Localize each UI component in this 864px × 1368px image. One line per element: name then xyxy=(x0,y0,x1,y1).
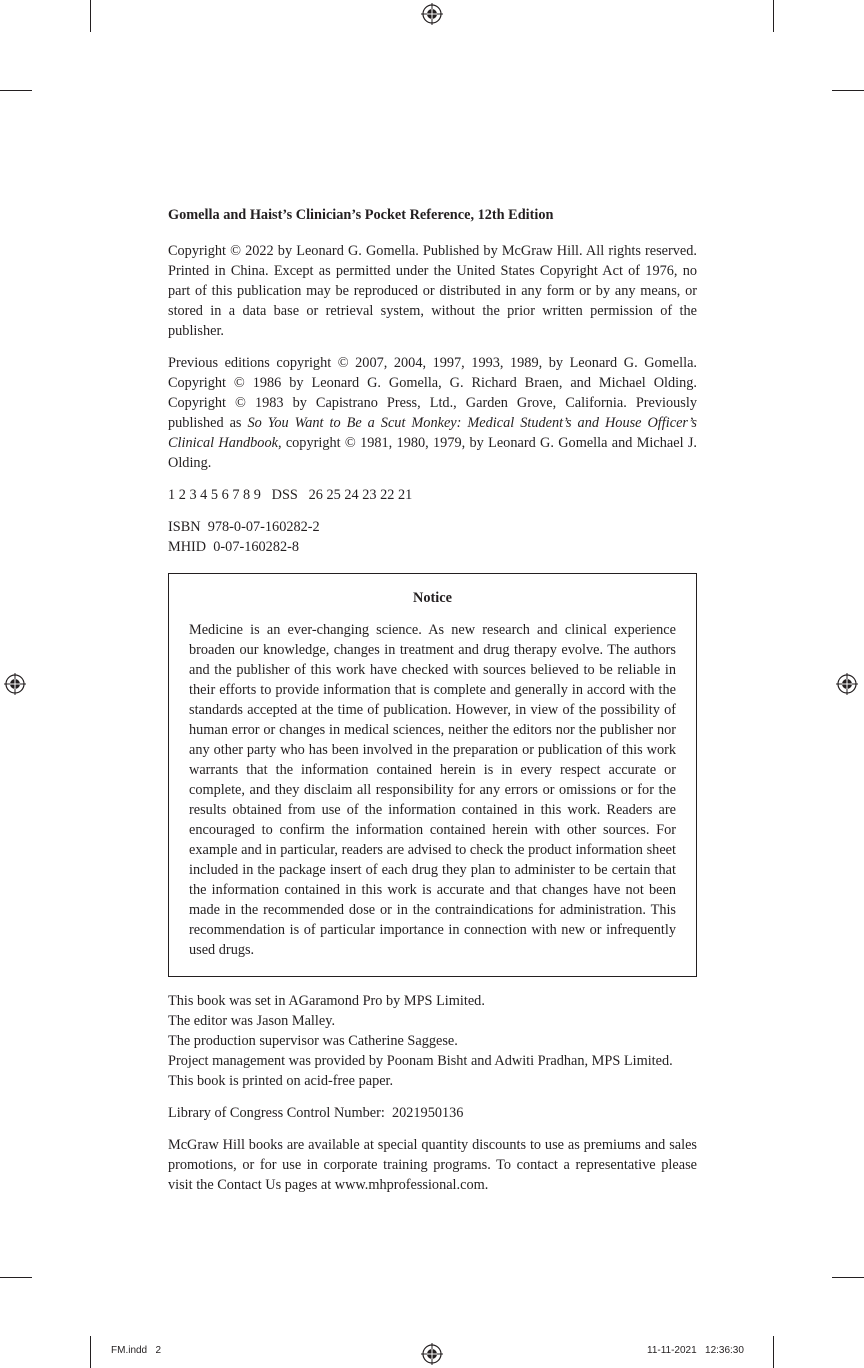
credit-line: The production supervisor was Catherine Saggese. xyxy=(168,1033,458,1049)
crop-mark-bottom-left xyxy=(90,1336,91,1368)
slug-timestamp: 11-11-2021 12:36:30 xyxy=(647,1345,744,1356)
crop-mark-top-left xyxy=(90,0,91,32)
identifiers xyxy=(168,517,697,557)
isbn: ISBN 978-0-07-160282-2 xyxy=(168,519,320,535)
registration-mark-icon xyxy=(421,3,443,25)
notice-body: Medicine is an ever-changing science. As new research and clinical experience broaden our knowledge, changes in treatment and drug therapy evolve. The authors and the publisher of this work have checked with sources believed to be reliable in their efforts to provide information that is complete and generally in accord with the standards accepted at the time of publication. However, in view of the possibility of human error or changes in medical sciences, neither the editors nor the publisher nor any other party who has been involved in the preparation or publication of this work warrants that the information contained herein is in every respect accurate or complete, and they disclaim all responsibility for any errors or omissions or for the results obtained from use of the information contained in this work. Readers are encouraged to confirm the information contained herein with other sources. For example and in particular, readers are advised to check the product information sheet included in the package insert of each drug they plan to administer to be certain that the information contained in this work is accurate and that changes have not been made in the recommended dose or in the contraindications for administration. This recommendation is of particular importance in connection with new or infrequently used drugs. xyxy=(189,622,676,958)
crop-mark-right-bottom xyxy=(832,1277,864,1278)
registration-mark-icon xyxy=(4,673,26,695)
notice-heading: Notice xyxy=(413,590,452,606)
slug-filename: FM.indd 2 xyxy=(111,1345,162,1356)
production-credits xyxy=(168,991,697,1091)
credit-line: Project management was provided by Poonam Bisht and Adwiti Pradhan, MPS Limited. xyxy=(168,1053,673,1069)
credit-line: This book was set in AGaramond Pro by MPS Limited. xyxy=(168,993,485,1009)
lccn: Library of Congress Control Number: 2021950136 xyxy=(168,1105,464,1121)
printing-line: 1 2 3 4 5 6 7 8 9 DSS 26 25 24 23 22 21 xyxy=(168,487,413,503)
previous-editions-paragraph xyxy=(168,353,697,473)
crop-mark-top-right xyxy=(773,0,774,32)
previous-title: So You Want to Be a Scut Monkey: Medical Student’s and House Officer’s Clinical Handbook xyxy=(168,415,697,451)
crop-mark-right-top xyxy=(832,90,864,91)
registration-mark-icon xyxy=(836,673,858,695)
credit-line: The editor was Jason Malley. xyxy=(168,1013,336,1029)
mhid: MHID 0-07-160282-8 xyxy=(168,539,300,555)
crop-mark-bottom-right xyxy=(773,1336,774,1368)
book-title: Gomella and Haist’s Clinician’s Pocket Reference, 12th Edition xyxy=(168,207,554,223)
registration-mark-icon xyxy=(421,1343,443,1365)
notice-box xyxy=(168,573,697,977)
previous-editions-text-end: , copyright © 1981, 1980, 1979, by Leonard G. Gomella and Michael J. Olding. xyxy=(168,435,697,471)
sales-paragraph: McGraw Hill books are available at special quantity discounts to use as premiums and sales promotions, or for use in corporate training programs. To contact a representative please visit the Contact Us pages at www.mhprofessional.com. xyxy=(168,1137,697,1193)
previous-editions-text: Previous editions copyright © 2007, 2004, 1997, 1993, 1989, by Leonard G. Gomella. Copyright © 1986 by Leonard G. Gomella, G. Richard Braen, and Michael Olding. Copyright © 1983 by Capistrano Press, Ltd., Garden Grove, California. Previously published as xyxy=(168,355,697,431)
credit-line: This book is printed on acid-free paper. xyxy=(168,1073,394,1089)
crop-mark-left-top xyxy=(0,90,32,91)
crop-mark-left-bottom xyxy=(0,1277,32,1278)
copyright-paragraph: Copyright © 2022 by Leonard G. Gomella. Published by McGraw Hill. All rights reserved. Printed in China. Except as permitted under the United States Copyright Act of 1976, no part of this publication may be reproduced or distributed in any form or by any means, or stored in a data base or retrieval system, without the prior written permission of the publisher. xyxy=(168,243,697,339)
copyright-page xyxy=(168,205,697,1207)
